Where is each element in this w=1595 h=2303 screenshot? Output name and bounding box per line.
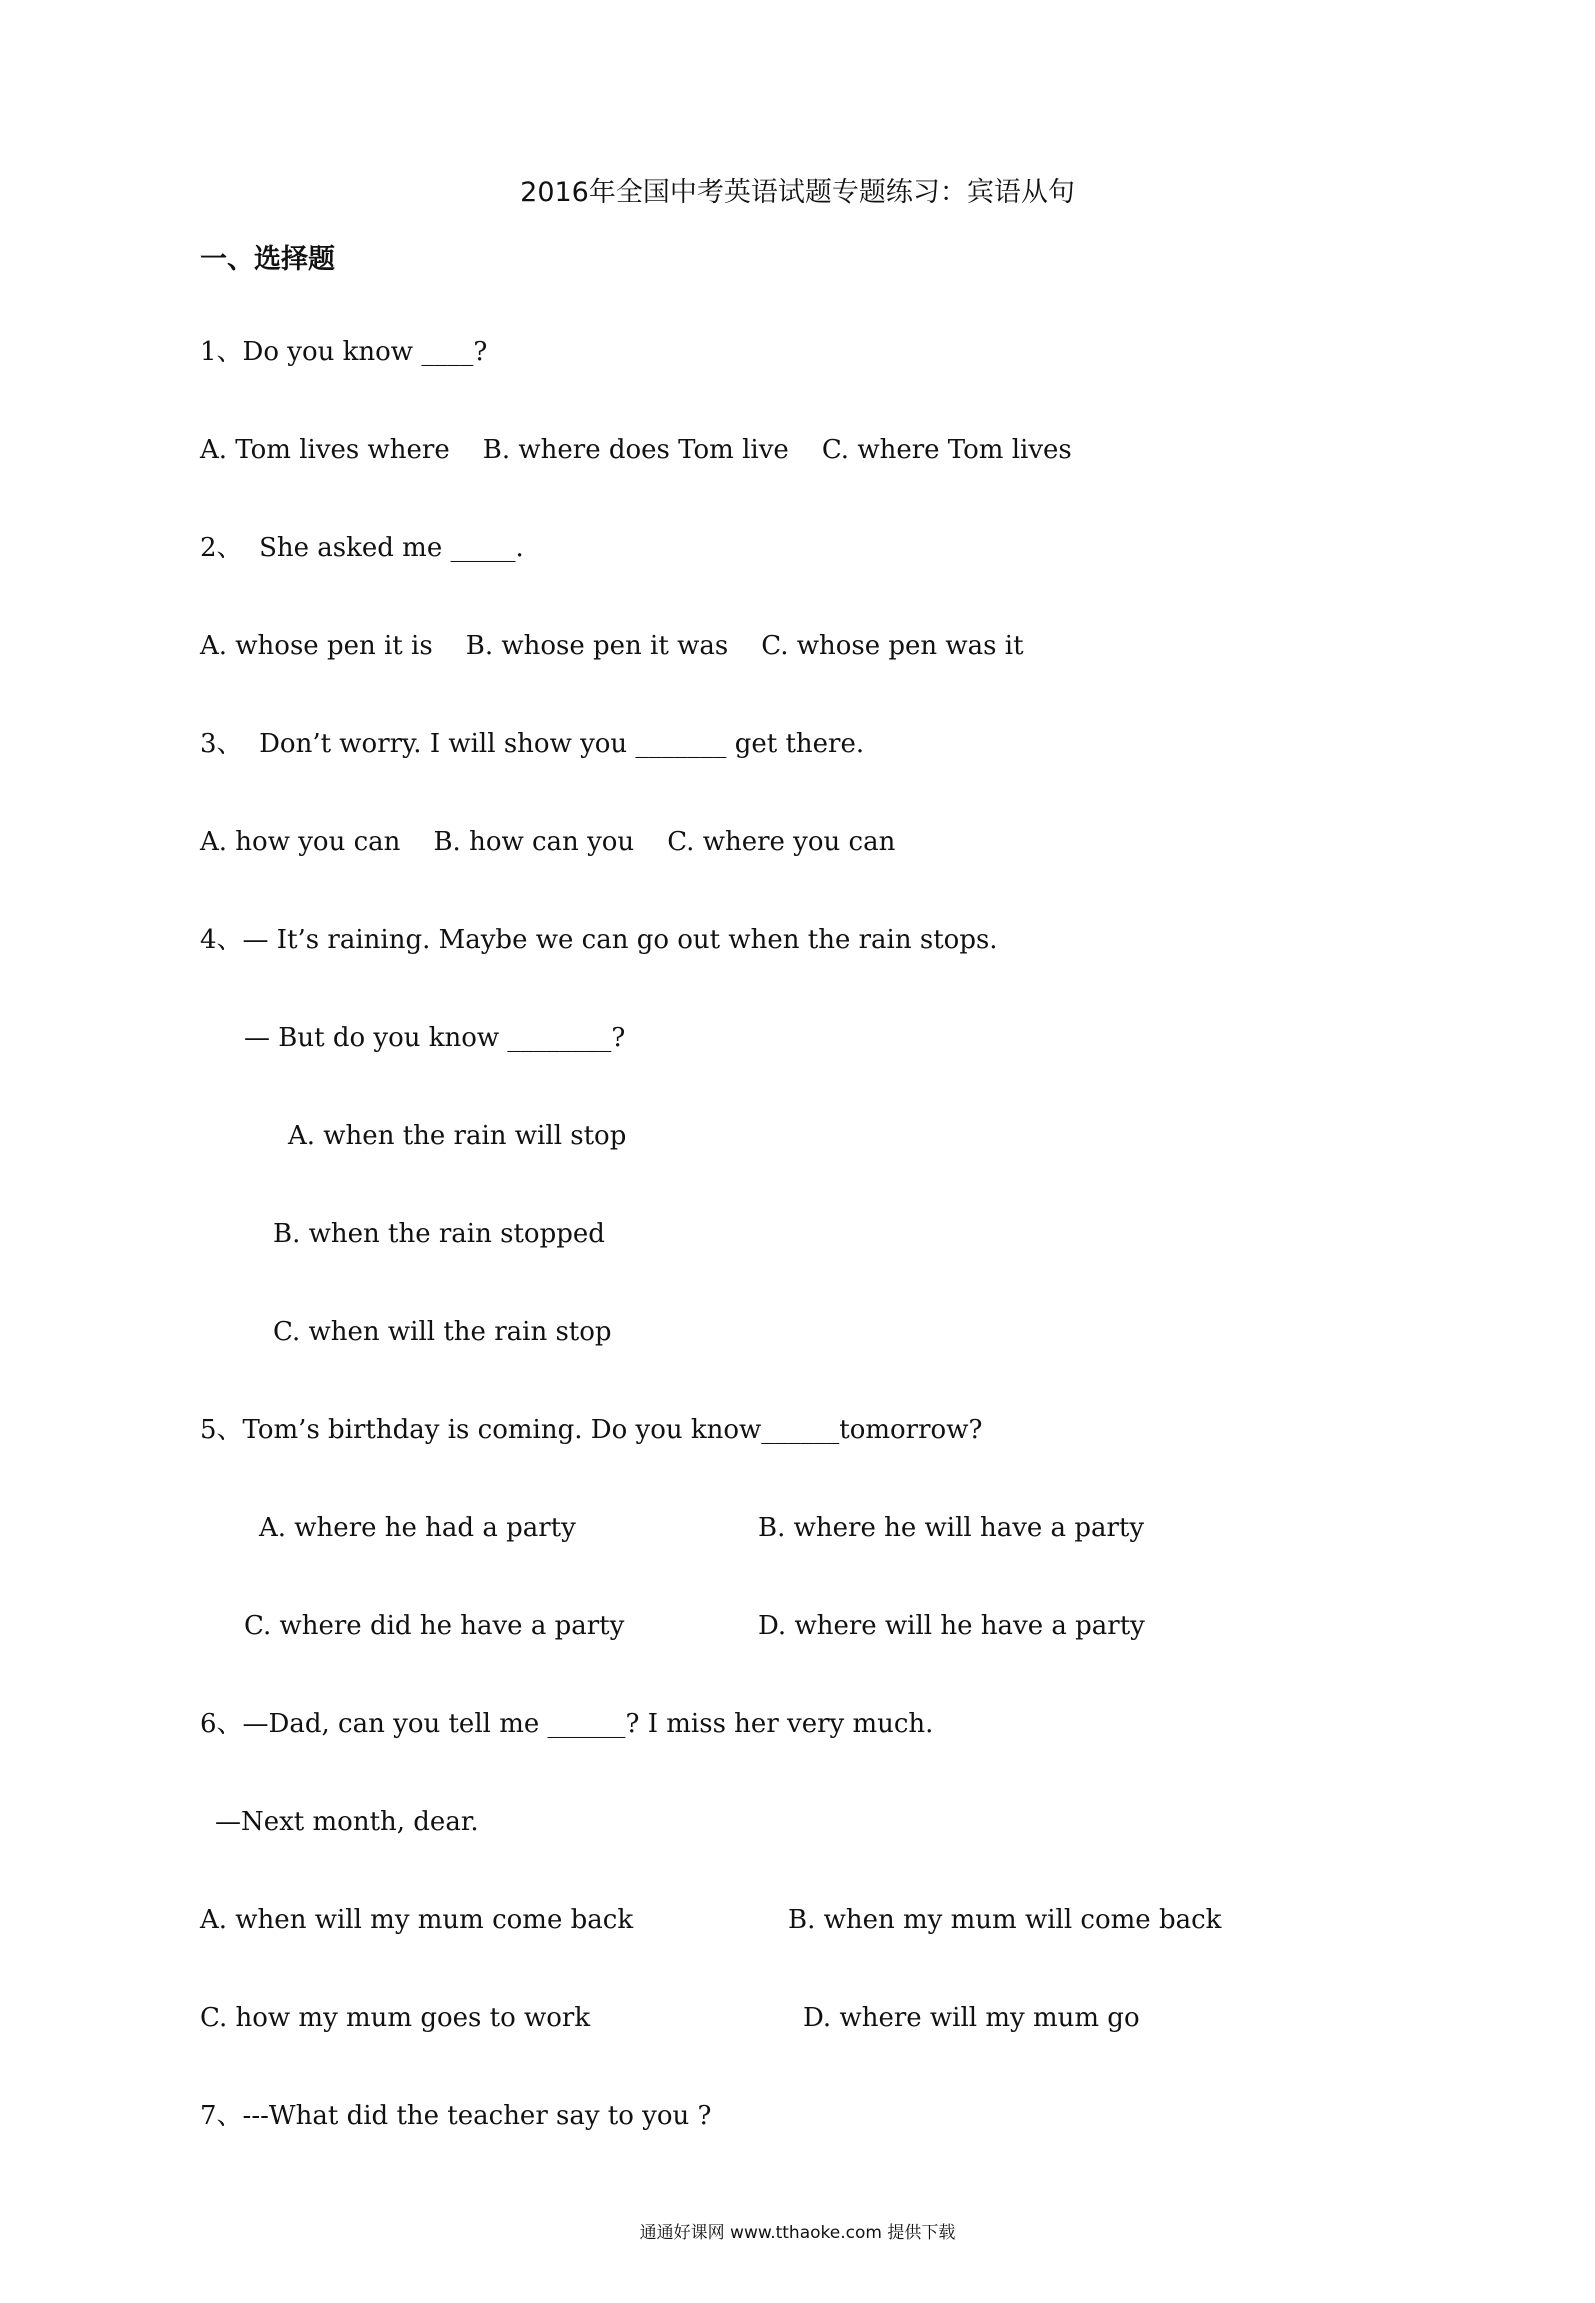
question-3: 3、 Don’t worry. I will show you _______ get there. <box>200 729 865 759</box>
question-4-option-b: B. when the rain stopped <box>273 1219 605 1249</box>
question-1-options: A. Tom lives where B. where does Tom live C. where Tom lives <box>200 435 1072 465</box>
question-6: 6、—Dad, can you tell me ______? I miss her very much. <box>200 1709 934 1739</box>
question-5: 5、Tom’s birthday is coming. Do you know______tomorrow? <box>200 1415 983 1445</box>
question-6-option-a: A. when will my mum come back <box>200 1905 634 1935</box>
document-title: 2016年全国中考英语试题专题练习：宾语从句 <box>520 177 1075 208</box>
question-7: 7、---What did the teacher say to you ? <box>200 2101 712 2131</box>
question-3-options: A. how you can B. how can you C. where you can <box>200 827 896 857</box>
question-4-line-2: — But do you know ________? <box>244 1023 626 1053</box>
question-6-option-c: C. how my mum goes to work <box>200 2003 591 2033</box>
question-5-option-a: A. where he had a party <box>259 1513 576 1543</box>
question-5-option-d: D. where will he have a party <box>758 1611 1145 1641</box>
question-6-answer-line: —Next month, dear. <box>215 1807 479 1837</box>
question-5-option-c: C. where did he have a party <box>244 1611 625 1641</box>
question-5-option-b: B. where he will have a party <box>758 1513 1145 1543</box>
question-6-option-d: D. where will my mum go <box>803 2003 1140 2033</box>
question-4-option-c: C. when will the rain stop <box>273 1317 612 1347</box>
question-4-option-a: A. when the rain will stop <box>288 1121 627 1151</box>
question-2-options: A. whose pen it is B. whose pen it was C. whose pen was it <box>200 631 1024 661</box>
question-6-option-b: B. when my mum will come back <box>788 1905 1222 1935</box>
page-footer: 通通好课网 www.tthaoke.com 提供下载 <box>639 2223 956 2243</box>
section-heading: 一、选择题 <box>200 244 335 275</box>
question-1: 1、Do you know ____? <box>200 337 488 367</box>
question-4: 4、— It’s raining. Maybe we can go out when the rain stops. <box>200 925 998 955</box>
question-2: 2、 She asked me _____. <box>200 533 524 563</box>
